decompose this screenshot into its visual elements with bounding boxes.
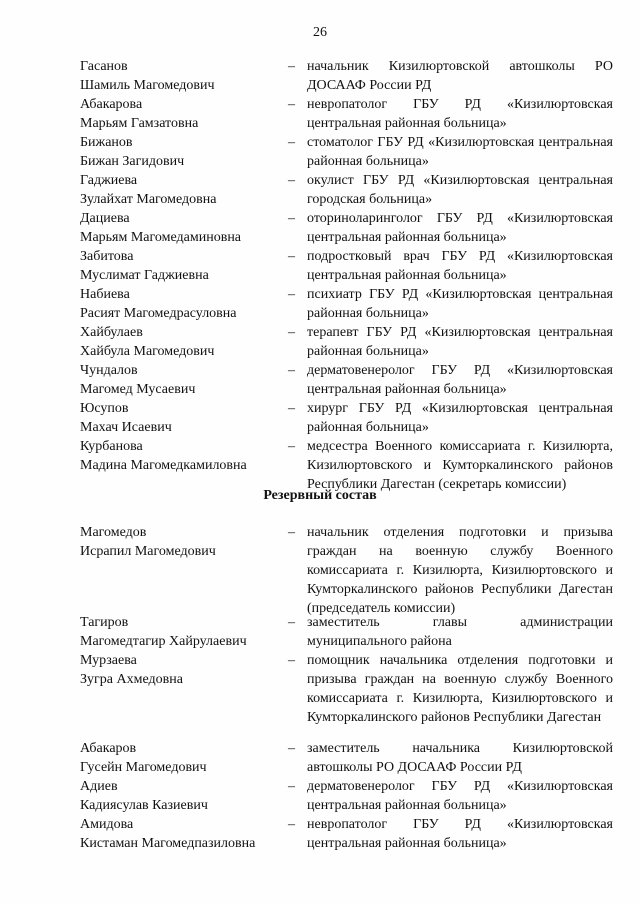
member-surname: Абакаров [80,741,137,756]
member-name [80,777,285,815]
member-entry [0,247,640,285]
member-surname: Абакарова [80,97,143,112]
member-surname: Чундалов [80,363,138,378]
member-surname: Забитова [80,249,134,264]
member-given-names: Магомедтагир Хайрулаевич [80,634,247,649]
member-name [80,399,285,437]
member-name [80,57,285,95]
member-given-names: Расият Магомедрасуловна [80,306,237,321]
member-given-names: Шамиль Магомедович [80,78,215,93]
dash-separator: – [288,97,295,112]
dash-separator: – [288,525,295,540]
dash-separator: – [288,249,295,264]
member-surname: Адиев [80,779,118,794]
member-entry [0,777,640,815]
member-position: невропатолог ГБУ РД «Кизилюртовская центральная районная больница» [307,817,613,851]
member-position: заместитель начальника Кизилюртовской автошколы РО ДОСААФ России РД [307,741,613,775]
member-entry [0,739,640,777]
member-name [80,285,285,323]
member-surname: Бижанов [80,135,133,150]
member-given-names: Исрапил Магомедович [80,544,216,559]
member-given-names: Бижан Загидович [80,154,185,169]
member-position: терапевт ГБУ РД «Кизилюртовская центральная районная больница» [307,325,613,359]
member-entry [0,95,640,133]
dash-separator: – [288,817,295,832]
member-entry [0,399,640,437]
dash-separator: – [288,325,295,340]
member-surname: Хайбулаев [80,325,143,340]
member-surname: Дациева [80,211,130,226]
member-name [80,613,285,651]
dash-separator: – [288,363,295,378]
member-surname: Магомедов [80,525,147,540]
member-surname: Амидова [80,817,134,832]
reserve-heading: Резервный состав [263,488,377,503]
member-given-names: Махач Исаевич [80,420,172,435]
member-given-names: Марьям Гамзатовна [80,116,199,131]
member-entry [0,613,640,651]
member-name [80,437,285,475]
dash-separator: – [288,439,295,454]
member-name [80,815,285,853]
member-name [80,247,285,285]
member-position: заместитель главы администрации муниципального района [307,615,613,649]
dash-separator: – [288,779,295,794]
member-position: дерматовенеролог ГБУ РД «Кизилюртовская центральная районная больница» [307,363,613,397]
member-given-names: Магомед Мусаевич [80,382,196,397]
member-position: хирург ГБУ РД «Кизилюртовская центральная районная больница» [307,401,613,435]
member-position: стоматолог ГБУ РД «Кизилюртовская центральная районная больница» [307,135,613,169]
member-name [80,323,285,361]
member-surname: Мурзаева [80,653,137,668]
dash-separator: – [288,173,295,188]
member-given-names: Муслимат Гаджиевна [80,268,209,283]
member-surname: Гаджиева [80,173,138,188]
member-surname: Юсупов [80,401,129,416]
member-name [80,739,285,777]
member-position: начальник отделения подготовки и призыва граждан на военную службу Военного комиссариата г. Кизилюрта, Кизилюртовского и Кумторкалинского районов Республики Дагестан (председатель комиссии) [307,525,613,616]
member-entry [0,171,640,209]
dash-separator: – [288,211,295,226]
member-surname: Курбанова [80,439,143,454]
dash-separator: – [288,59,295,74]
page-number: 26 [313,25,327,40]
dash-separator: – [288,615,295,630]
member-entry [0,323,640,361]
member-entry [0,361,640,399]
member-entry [0,651,640,746]
member-entry [0,57,640,95]
member-entry [0,209,640,247]
member-name [80,651,285,689]
member-name [80,133,285,171]
member-name [80,171,285,209]
member-position: окулист ГБУ РД «Кизилюртовская центральная городская больница» [307,173,613,207]
member-given-names: Мадина Магомедкамиловна [80,458,247,473]
member-given-names: Гусейн Магомедович [80,760,207,775]
member-position: помощник начальника отделения подготовки и призыва граждан на военную службу Военного комиссариата г. Кизилюрта, Кизилюртовского и Кумторкалинского районов Республики Дагестан [307,653,613,725]
member-position: начальник Кизилюртовской автошколы РО ДОСААФ России РД [307,59,613,93]
member-entry [0,815,640,853]
member-name [80,209,285,247]
member-surname: Гасанов [80,59,128,74]
dash-separator: – [288,401,295,416]
member-surname: Набиева [80,287,130,302]
member-position: невропатолог ГБУ РД «Кизилюртовская центральная районная больница» [307,97,613,131]
member-position: дерматовенеролог ГБУ РД «Кизилюртовская центральная районная больница» [307,779,613,813]
member-position: психиатр ГБУ РД «Кизилюртовская центральная районная больница» [307,287,613,321]
member-given-names: Зулайхат Магомедовна [80,192,217,207]
member-name [80,95,285,133]
member-given-names: Кадиясулав Казиевич [80,798,208,813]
dash-separator: – [288,653,295,668]
member-entry [0,523,640,618]
member-surname: Тагиров [80,615,129,630]
member-given-names: Зугра Ахмедовна [80,672,183,687]
dash-separator: – [288,741,295,756]
member-position: оториноларинголог ГБУ РД «Кизилюртовская центральная районная больница» [307,211,613,245]
member-position: подростковый врач ГБУ РД «Кизилюртовская центральная районная больница» [307,249,613,283]
member-given-names: Кистаман Магомедпазиловна [80,836,256,851]
member-entry [0,285,640,323]
dash-separator: – [288,135,295,150]
dash-separator: – [288,287,295,302]
member-given-names: Марьям Магомедаминовна [80,230,242,245]
member-entry [0,133,640,171]
member-given-names: Хайбула Магомедович [80,344,215,359]
member-position: медсестра Военного комиссариата г. Кизилюрта, Кизилюртовского и Кумторкалинского районов Республики Дагестан (секретарь комиссии) [307,439,613,492]
member-name [80,361,285,399]
member-name [80,523,285,561]
